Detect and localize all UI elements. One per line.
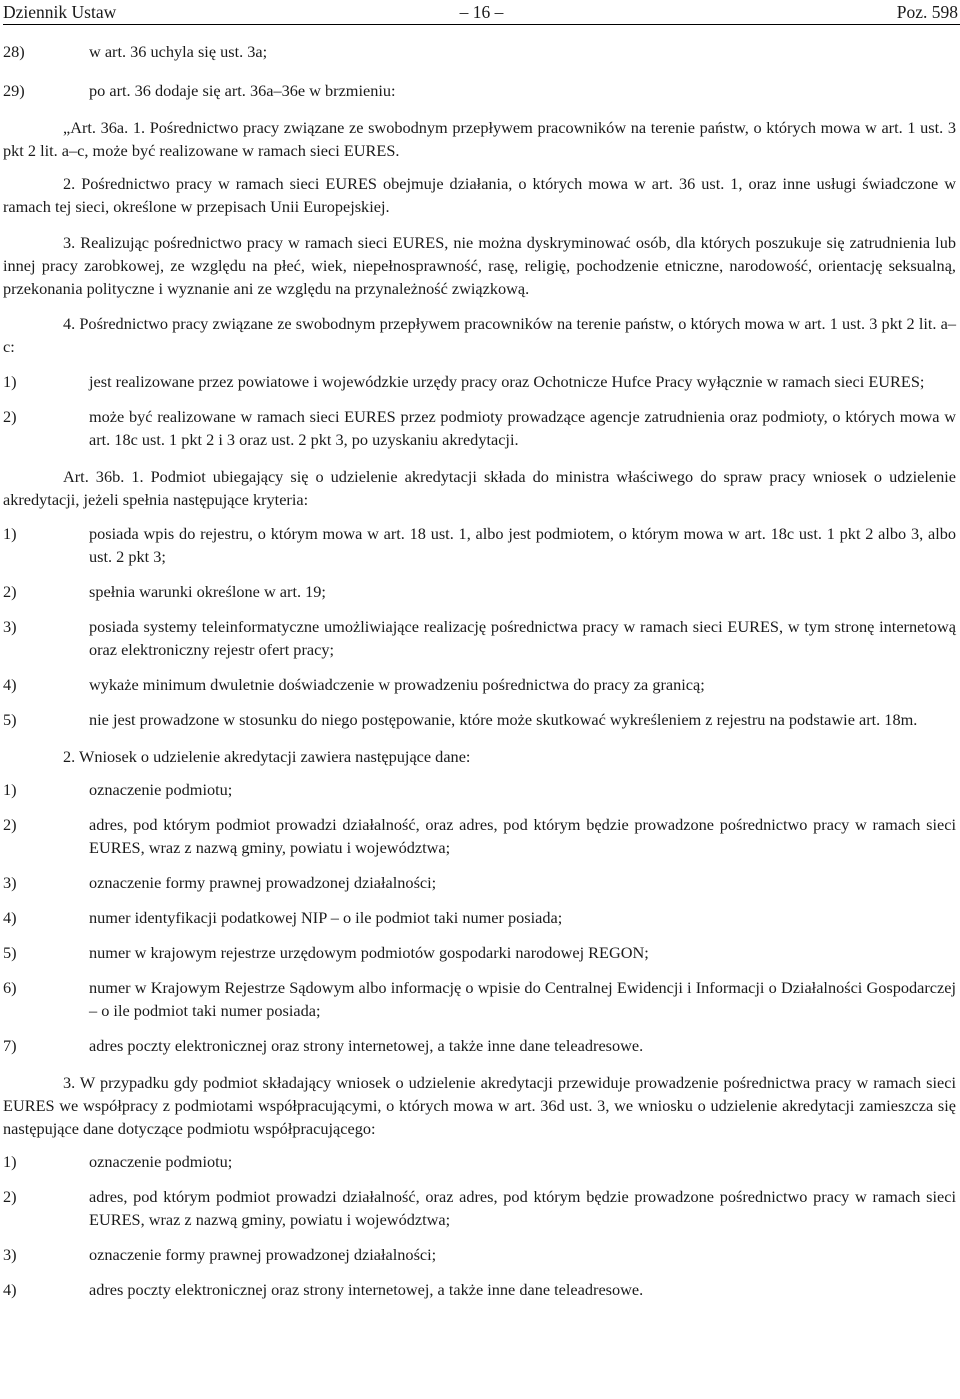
list-item-number: 2) — [3, 582, 17, 601]
list-item — [3, 522, 956, 568]
list-item — [3, 673, 956, 696]
list-item-text: numer identyfikacji podatkowej NIP – o ile podmiot taki numer posiada; — [89, 908, 563, 927]
list-item-text: oznaczenie podmiotu; — [89, 1152, 233, 1171]
art-36a-ust-4: 4. Pośrednictwo pracy związane ze swobodnym przepływem pracowników na terenie państw, o których mowa w art. 1 ust. 3 pkt 2 lit. a–c: — [3, 314, 956, 356]
list-item-text: oznaczenie podmiotu; — [89, 780, 233, 799]
list-item-number: 3) — [3, 1245, 17, 1264]
list-item — [3, 941, 956, 964]
list-item — [3, 906, 956, 929]
list-item-number: 5) — [3, 943, 17, 962]
list-item-number: 4) — [3, 1280, 17, 1299]
list-item — [3, 1034, 956, 1057]
amendment-28 — [3, 40, 956, 63]
list-item-number: 5) — [3, 710, 17, 729]
list-item-text: oznaczenie formy prawnej prowadzonej działalności; — [89, 873, 437, 892]
amendment-text: w art. 36 uchyla się ust. 3a; — [89, 42, 268, 61]
list-item-number: 3) — [3, 873, 17, 892]
document-body — [3, 40, 956, 1301]
list-item-text: adres poczty elektronicznej oraz strony internetowej, a także inne dane teleadresowe. — [89, 1280, 644, 1299]
page-header — [3, 0, 960, 25]
list-item-text: jest realizowane przez powiatowe i wojewódzkie urzędy pracy oraz Ochotnicze Hufce Pracy wyłącznie w ramach sieci EURES; — [89, 372, 925, 391]
list-item-text: adres poczty elektronicznej oraz strony internetowej, a także inne dane teleadresowe. — [89, 1036, 644, 1055]
list-item — [3, 871, 956, 894]
list-item-text: numer w krajowym rejestrze urzędowym podmiotów gospodarki narodowej REGON; — [89, 943, 649, 962]
list-item-text: spełnia warunki określone w art. 19; — [89, 582, 326, 601]
list-item-text: wykaże minimum dwuletnie doświadczenie w prowadzeniu pośrednictwa do pracy za granicą; — [89, 675, 705, 694]
list-item-text: numer w Krajowym Rejestrze Sądowym albo informację o wpisie do Centralnej Ewidencji i Informacji o Działalności Gospodarczej – o ile podmiot taki numer posiada; — [89, 978, 956, 1020]
list-item-text: oznaczenie formy prawnej prowadzonej działalności; — [89, 1245, 437, 1264]
list-item — [3, 1185, 956, 1231]
list-item-text: może być realizowane w ramach sieci EURES przez podmioty prowadzące agencje zatrudnienia oraz podmioty, o których mowa w art. 18c ust. 1 pkt 2 i 3 oraz ust. 2 pkt 3, po uzyskaniu akredytacji. — [89, 407, 956, 449]
list-item-text: adres, pod którym podmiot prowadzi działalność, oraz adres, pod którym będzie prowadzone pośrednictwo pracy w ramach sieci EURES, wraz z nazwą gminy, powiatu i województwa; — [89, 815, 956, 857]
list-item — [3, 405, 956, 451]
amendment-number: 28) — [3, 42, 25, 61]
list-item — [3, 615, 956, 661]
amendment-29 — [3, 79, 956, 102]
list-item — [3, 976, 956, 1022]
list-item — [3, 1278, 956, 1301]
art-36b-ust-1: Art. 36b. 1. Podmiot ubiegający się o udzielenie akredytacji składa do ministra właściwego do spraw pracy wniosek o udzielenie akredytacji, jeżeli spełnia następujące kryteria: — [3, 467, 956, 509]
art-36b-ust-3: 3. W przypadku gdy podmiot składający wniosek o udzielenie akredytacji przewiduje prowadzenie pośrednictwa pracy w ramach sieci EURES we współpracy z podmiotami współpracującymi, o których mowa w art. 36d ust. 3, we wniosku o udzielenie akredytacji zamieszcza się następujące dane dotyczące podmiotu współpracującego: — [3, 1073, 956, 1138]
list-item — [3, 708, 956, 731]
amendment-text: po art. 36 dodaje się art. 36a–36e w brzmieniu: — [89, 81, 396, 100]
list-item-text: posiada systemy teleinformatyczne umożliwiające realizację pośrednictwa pracy w ramach sieci EURES, w tym stronę internetową oraz elektroniczny rejestr ofert pracy; — [89, 617, 956, 659]
art-36a-ust-1: „Art. 36a. 1. Pośrednictwo pracy związane ze swobodnym przepływem pracowników na terenie państw, o których mowa w art. 1 ust. 3 pkt 2 lit. a–c, może być realizowane w ramach sieci EURES. — [3, 118, 956, 160]
art-36a-ust-2: 2. Pośrednictwo pracy w ramach sieci EURES obejmuje działania, o których mowa w art. 36 ust. 1, oraz inne usługi świadczone w ramach tej sieci, określone w przepisach Unii Europejskiej. — [3, 174, 956, 216]
list-item-number: 6) — [3, 978, 17, 997]
list-item-number: 1) — [3, 780, 17, 799]
list-item-number: 1) — [3, 372, 17, 391]
list-item-text: nie jest prowadzone w stosunku do niego postępowanie, które może skutkować wykreśleniem z rejestru na podstawie art. 18m. — [89, 710, 918, 729]
list-item — [3, 1243, 956, 1266]
art-36b-ust-2: 2. Wniosek o udzielenie akredytacji zawiera następujące dane: — [63, 747, 471, 766]
list-item — [3, 580, 956, 603]
list-item — [3, 813, 956, 859]
list-item-number: 3) — [3, 617, 17, 636]
list-item-number: 1) — [3, 1152, 17, 1171]
list-item-number: 7) — [3, 1036, 17, 1055]
list-item — [3, 1150, 956, 1173]
list-item-number: 2) — [3, 815, 17, 834]
list-item-number: 4) — [3, 675, 17, 694]
list-item-text: adres, pod którym podmiot prowadzi działalność, oraz adres, pod którym będzie prowadzone pośrednictwo pracy w ramach sieci EURES, wraz z nazwą gminy, powiatu i województwa; — [89, 1187, 956, 1229]
list-item-number: 4) — [3, 908, 17, 927]
list-item-number: 2) — [3, 1187, 17, 1206]
amendment-number: 29) — [3, 81, 25, 100]
list-item-number: 1) — [3, 524, 17, 543]
page-number: – 16 – — [459, 2, 504, 22]
list-item-number: 2) — [3, 407, 17, 426]
art-36a-ust-3: 3. Realizując pośrednictwo pracy w ramach sieci EURES, nie można dyskryminować osób, dla których poszukuje się zatrudnienia lub innej pracy zarobkowej, ze względu na płeć, wiek, niepełnosprawność, rasę, religię, pochodzenie etniczne, narodowość, orientację seksualną, przekonania polityczne i wyznanie ani ze względu na przynależność związkową. — [3, 233, 956, 298]
list-item — [3, 778, 956, 801]
list-item — [3, 370, 956, 393]
list-item-text: posiada wpis do rejestru, o którym mowa w art. 18 ust. 1, albo jest podmiotem, o którym mowa w art. 18c ust. 1 pkt 2 albo 3, albo ust. 2 pkt 3; — [89, 524, 956, 566]
position-number: Poz. 598 — [896, 2, 958, 22]
journal-title: Dziennik Ustaw — [3, 2, 117, 22]
